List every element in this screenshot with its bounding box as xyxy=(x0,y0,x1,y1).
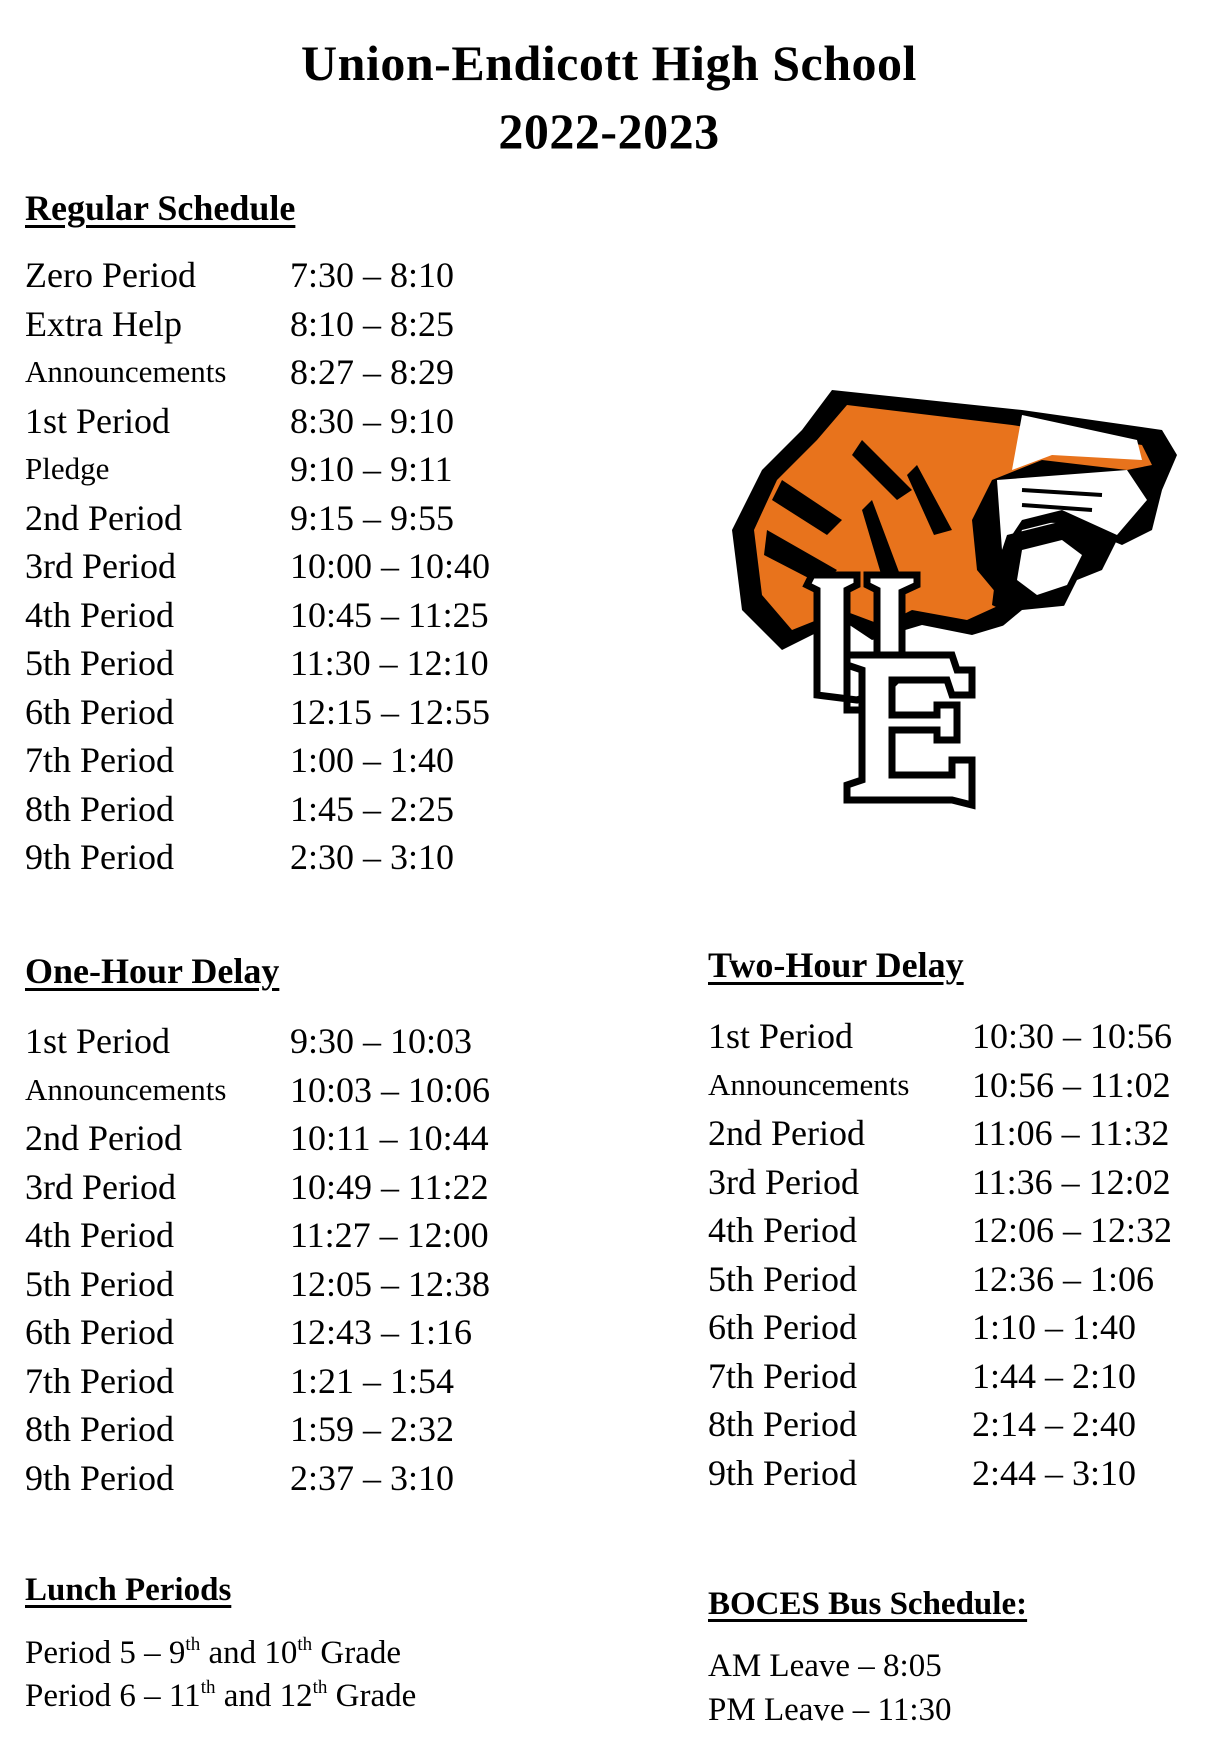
schedule-row xyxy=(25,494,625,543)
schedule-row xyxy=(25,785,625,834)
one-hour-delay-list xyxy=(25,1017,625,1502)
period-label: 4th Period xyxy=(25,594,174,635)
period-label: 5th Period xyxy=(25,1263,174,1304)
period-time: 2:14 – 2:40 xyxy=(972,1404,1137,1444)
schedule-row xyxy=(25,1066,625,1115)
period-label: 1st Period xyxy=(25,1021,171,1061)
period-time: 9:10 – 9:11 xyxy=(290,449,453,489)
schedule-row xyxy=(25,1211,625,1260)
schedule-row xyxy=(25,397,625,446)
schedule-row xyxy=(25,1405,625,1454)
boces-line: PM Leave – 11:30 xyxy=(708,1692,952,1728)
period-time: 10:30 – 10:56 xyxy=(972,1016,1173,1056)
schedule-row xyxy=(708,1206,1208,1255)
ordinal-suffix: th xyxy=(200,1677,216,1698)
period-time: 12:36 – 1:06 xyxy=(972,1258,1155,1299)
period-label: 6th Period xyxy=(708,1307,857,1347)
period-time: 8:10 – 8:25 xyxy=(290,303,455,344)
lunch-periods-heading: Lunch Periods xyxy=(25,1572,232,1608)
period-label: 5th Period xyxy=(708,1258,857,1299)
period-label: 7th Period xyxy=(25,1360,174,1401)
period-time: 1:21 – 1:54 xyxy=(290,1360,455,1401)
period-time: 1:59 – 2:32 xyxy=(290,1409,455,1449)
tiger-logo-icon xyxy=(722,370,1192,840)
lunch-text: Period 5 – 9 xyxy=(25,1635,186,1671)
period-label: Pledge xyxy=(25,451,110,486)
schedule-row xyxy=(25,639,625,688)
period-label: Announcements xyxy=(25,1071,227,1107)
schedule-row xyxy=(25,1308,625,1357)
boces-bus-heading: BOCES Bus Schedule: xyxy=(708,1586,1028,1622)
regular-schedule-list xyxy=(25,251,625,882)
schedule-row xyxy=(708,1158,1208,1207)
period-time: 10:11 – 10:44 xyxy=(290,1118,489,1158)
period-label: 9th Period xyxy=(25,1457,174,1498)
ordinal-suffix: th xyxy=(312,1677,328,1698)
period-label: Extra Help xyxy=(25,303,182,344)
schedule-row xyxy=(25,1260,625,1309)
schedule-row xyxy=(25,1114,625,1163)
period-time: 11:30 – 12:10 xyxy=(290,643,489,683)
period-time: 12:15 – 12:55 xyxy=(290,691,491,732)
schedule-row xyxy=(708,1400,1208,1449)
period-time: 9:30 – 10:03 xyxy=(290,1021,473,1061)
schedule-row xyxy=(25,251,625,300)
schedule-row xyxy=(25,688,625,737)
schedule-row xyxy=(25,1454,625,1503)
lunch-text: and 12 xyxy=(215,1678,313,1714)
period-label: 4th Period xyxy=(708,1210,857,1250)
lunch-text: and 10 xyxy=(200,1635,298,1671)
schedule-row xyxy=(708,1109,1208,1158)
schedule-row xyxy=(25,1163,625,1212)
schedule-row xyxy=(708,1449,1208,1498)
period-label: 2nd Period xyxy=(25,497,182,538)
period-time: 7:30 – 8:10 xyxy=(290,255,455,295)
period-time: 8:27 – 8:29 xyxy=(290,352,455,392)
period-time: 11:36 – 12:02 xyxy=(972,1161,1171,1202)
ordinal-suffix: th xyxy=(185,1634,201,1655)
schedule-row xyxy=(25,1357,625,1406)
period-time: 12:43 – 1:16 xyxy=(290,1312,473,1352)
ordinal-suffix: th xyxy=(297,1634,313,1655)
period-label: 8th Period xyxy=(25,1409,174,1449)
period-label: 8th Period xyxy=(708,1404,857,1444)
period-time: 2:30 – 3:10 xyxy=(290,837,455,877)
schedule-row xyxy=(25,833,625,882)
period-label: 5th Period xyxy=(25,643,174,683)
period-label: 6th Period xyxy=(25,691,174,732)
schedule-row xyxy=(708,1352,1208,1401)
period-label: 1st Period xyxy=(25,400,171,441)
one-hour-delay-heading: One-Hour Delay xyxy=(25,951,280,991)
period-label: 2nd Period xyxy=(708,1113,865,1153)
lunch-text: Period 6 – 11 xyxy=(25,1678,201,1714)
lunch-text: Grade xyxy=(312,1635,402,1671)
period-label: 3rd Period xyxy=(708,1161,859,1202)
period-time: 2:44 – 3:10 xyxy=(972,1452,1137,1493)
period-label: 9th Period xyxy=(25,837,174,877)
period-time: 10:03 – 10:06 xyxy=(290,1069,491,1110)
period-label: Zero Period xyxy=(25,255,196,295)
lunch-line xyxy=(25,1677,417,1714)
schedule-row xyxy=(25,542,625,591)
period-label: 7th Period xyxy=(708,1355,857,1396)
schedule-row xyxy=(25,445,625,494)
regular-schedule-heading: Regular Schedule xyxy=(25,188,296,228)
period-time: 10:00 – 10:40 xyxy=(290,546,491,586)
period-time: 1:44 – 2:10 xyxy=(972,1355,1137,1396)
period-time: 11:06 – 11:32 xyxy=(972,1113,1170,1153)
period-label: 6th Period xyxy=(25,1312,174,1352)
period-time: 10:45 – 11:25 xyxy=(290,594,489,635)
period-time: 11:27 – 12:00 xyxy=(290,1215,489,1255)
schedule-row xyxy=(708,1061,1208,1110)
period-time: 1:00 – 1:40 xyxy=(290,740,455,780)
schedule-row xyxy=(708,1012,1208,1061)
schedule-row xyxy=(25,348,625,397)
period-label: 3rd Period xyxy=(25,546,176,586)
period-time: 1:10 – 1:40 xyxy=(972,1307,1137,1347)
period-label: 3rd Period xyxy=(25,1166,176,1207)
period-label: 7th Period xyxy=(25,740,174,780)
lunch-line xyxy=(25,1634,402,1671)
schedule-row xyxy=(708,1303,1208,1352)
schedule-row xyxy=(25,591,625,640)
schedule-row xyxy=(25,736,625,785)
period-time: 9:15 – 9:55 xyxy=(290,497,455,538)
period-time: 10:56 – 11:02 xyxy=(972,1064,1171,1105)
school-title: Union-Endicott High School xyxy=(301,35,917,91)
period-time: 1:45 – 2:25 xyxy=(290,788,455,829)
boces-line: AM Leave – 8:05 xyxy=(708,1648,942,1684)
period-time: 12:05 – 12:38 xyxy=(290,1263,491,1304)
period-label: Announcements xyxy=(25,354,227,389)
schedule-row xyxy=(708,1255,1208,1304)
school-year: 2022-2023 xyxy=(498,103,720,159)
period-label: 2nd Period xyxy=(25,1118,182,1158)
period-label: 9th Period xyxy=(708,1452,857,1493)
period-time: 10:49 – 11:22 xyxy=(290,1166,489,1207)
period-time: 12:06 – 12:32 xyxy=(972,1210,1173,1250)
period-time: 8:30 – 9:10 xyxy=(290,400,455,441)
two-hour-delay-heading: Two-Hour Delay xyxy=(708,945,964,985)
lunch-text: Grade xyxy=(327,1678,417,1714)
schedule-row xyxy=(25,300,625,349)
schedule-row xyxy=(25,1017,625,1066)
period-time: 2:37 – 3:10 xyxy=(290,1457,455,1498)
period-label: Announcements xyxy=(708,1066,910,1102)
period-label: 4th Period xyxy=(25,1215,174,1255)
period-label: 8th Period xyxy=(25,788,174,829)
two-hour-delay-list xyxy=(708,1012,1208,1497)
period-label: 1st Period xyxy=(708,1016,854,1056)
